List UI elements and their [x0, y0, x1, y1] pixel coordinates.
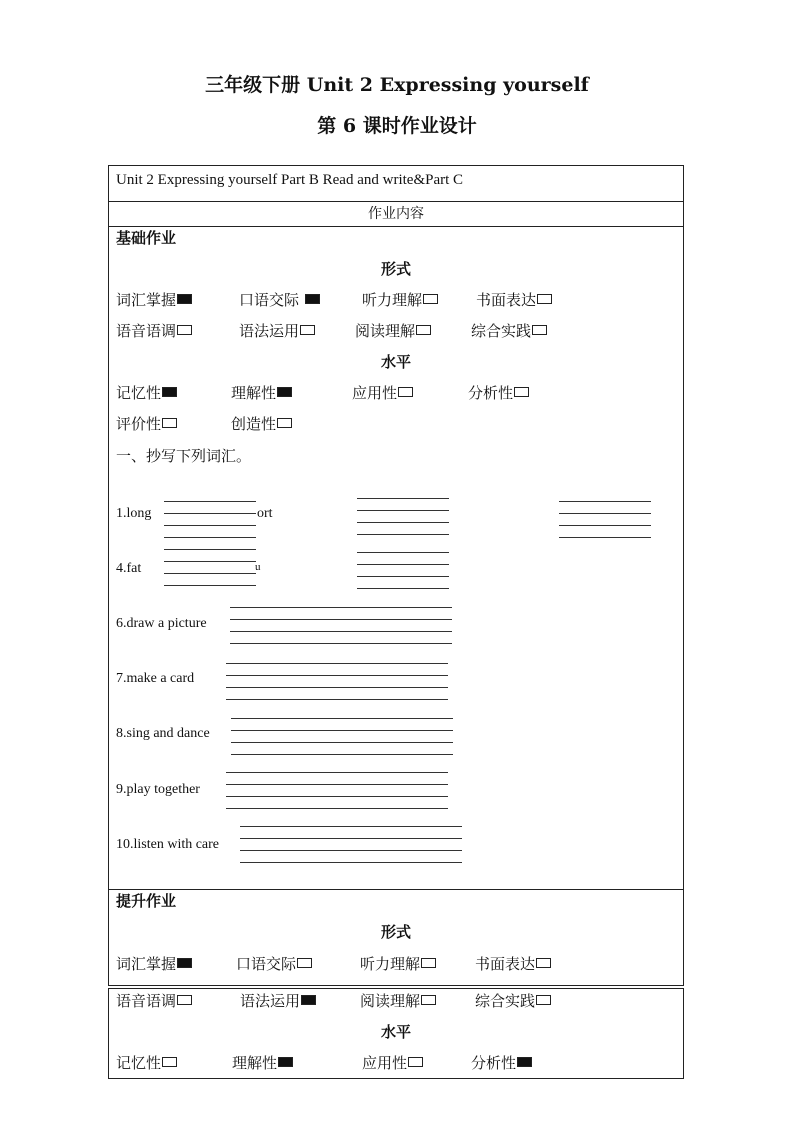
content-header: 作业内容 [368, 206, 424, 222]
basic-level-item[interactable]: 评价性 [116, 415, 177, 433]
word-item: 6.draw a picture [116, 616, 207, 631]
writing-line[interactable] [357, 588, 449, 589]
basic-level-title: 水平 [380, 353, 411, 371]
worksheet-table-continued [108, 988, 684, 1079]
checkbox[interactable] [177, 995, 192, 1005]
basic-form-item[interactable]: 语音语调 [116, 322, 192, 340]
writing-line[interactable] [230, 607, 452, 608]
basic-section-title: 基础作业 [116, 229, 177, 247]
checkbox[interactable] [305, 294, 320, 304]
advanced-form-item[interactable]: 口语交际 [236, 955, 312, 973]
checkbox[interactable] [177, 294, 192, 304]
writing-line[interactable] [240, 826, 462, 827]
checkbox[interactable] [301, 995, 316, 1005]
worksheet-table [108, 165, 684, 986]
advanced-form-item[interactable]: 语音语调 [116, 992, 192, 1010]
writing-line[interactable] [226, 699, 448, 700]
writing-line[interactable] [230, 619, 452, 620]
checkbox[interactable] [162, 1057, 177, 1067]
writing-line[interactable] [357, 510, 449, 511]
checkbox[interactable] [536, 958, 551, 968]
unit-row: Unit 2 Expressing yourself Part B Read and write&Part C [116, 172, 464, 188]
writing-line[interactable] [164, 573, 256, 574]
writing-line[interactable] [357, 534, 449, 535]
writing-line[interactable] [164, 537, 256, 538]
advanced-form-item[interactable]: 综合实践 [475, 992, 551, 1010]
writing-line[interactable] [240, 838, 462, 839]
basic-form-item[interactable]: 阅读理解 [355, 322, 431, 340]
writing-line[interactable] [240, 862, 462, 863]
basic-level-item[interactable]: 分析性 [468, 384, 529, 402]
checkbox[interactable] [421, 958, 436, 968]
writing-line[interactable] [226, 675, 448, 676]
checkbox[interactable] [177, 958, 192, 968]
checkbox[interactable] [536, 995, 551, 1005]
word-item: 1.long [116, 506, 152, 521]
advanced-form-item[interactable]: 阅读理解 [360, 992, 436, 1010]
exercise-title: 一、抄写下列词汇。 [116, 447, 252, 465]
document-subtitle: 第 6 课时作业设计 [317, 115, 477, 137]
writing-line[interactable] [559, 513, 651, 514]
writing-line[interactable] [164, 561, 256, 562]
writing-line[interactable] [357, 552, 449, 553]
checkbox[interactable] [162, 387, 177, 397]
basic-form-item[interactable]: 词汇掌握 [116, 291, 192, 309]
advanced-form-item[interactable]: 词汇掌握 [116, 955, 192, 973]
checkbox[interactable] [277, 387, 292, 397]
writing-line[interactable] [164, 585, 256, 586]
writing-line[interactable] [231, 742, 453, 743]
checkbox[interactable] [514, 387, 529, 397]
advanced-level-item[interactable]: 应用性 [362, 1054, 423, 1072]
word-item: 9.play together [116, 782, 200, 797]
writing-line[interactable] [357, 498, 449, 499]
checkbox[interactable] [517, 1057, 532, 1067]
writing-line[interactable] [231, 718, 453, 719]
writing-line[interactable] [164, 549, 256, 550]
writing-line[interactable] [226, 687, 448, 688]
checkbox[interactable] [278, 1057, 293, 1067]
writing-line[interactable] [164, 525, 256, 526]
checkbox[interactable] [277, 418, 292, 428]
writing-line[interactable] [226, 784, 448, 785]
writing-line[interactable] [164, 501, 256, 502]
checkbox[interactable] [408, 1057, 423, 1067]
checkbox[interactable] [421, 995, 436, 1005]
basic-level-item[interactable]: 理解性 [231, 384, 292, 402]
checkbox[interactable] [398, 387, 413, 397]
checkbox[interactable] [300, 325, 315, 335]
word-item: 7.make a card [116, 671, 195, 686]
advanced-form-item[interactable]: 书面表达 [475, 955, 551, 973]
writing-line[interactable] [231, 730, 453, 731]
writing-line[interactable] [230, 631, 452, 632]
basic-form-item[interactable]: 综合实践 [471, 322, 547, 340]
writing-line[interactable] [357, 576, 449, 577]
checkbox[interactable] [423, 294, 438, 304]
checkbox[interactable] [532, 325, 547, 335]
checkbox[interactable] [297, 958, 312, 968]
document-title: 三年级下册 Unit 2 Expressing yourself [205, 74, 589, 96]
word-item: 8.sing and dance [116, 726, 210, 741]
word-item: 10.listen with care [116, 837, 220, 852]
basic-form-title: 形式 [380, 260, 411, 278]
writing-line[interactable] [559, 537, 651, 538]
word-item: u [255, 561, 261, 573]
writing-line[interactable] [226, 772, 448, 773]
writing-line[interactable] [559, 525, 651, 526]
writing-line[interactable] [240, 850, 462, 851]
checkbox[interactable] [177, 325, 192, 335]
basic-form-item[interactable]: 语法运用 [239, 322, 315, 340]
writing-line[interactable] [164, 513, 256, 514]
basic-form-item[interactable]: 书面表达 [476, 291, 552, 309]
advanced-level-title: 水平 [380, 1023, 411, 1041]
advanced-level-item[interactable]: 理解性 [232, 1054, 293, 1072]
advanced-form-item[interactable]: 听力理解 [360, 955, 436, 973]
advanced-section-title: 提升作业 [116, 892, 177, 910]
basic-form-item[interactable]: 听力理解 [362, 291, 438, 309]
advanced-level-item[interactable]: 分析性 [471, 1054, 532, 1072]
writing-line[interactable] [559, 501, 651, 502]
basic-form-item[interactable]: 口语交际 [239, 291, 320, 309]
writing-line[interactable] [226, 808, 448, 809]
basic-level-item[interactable]: 创造性 [231, 415, 292, 433]
basic-level-item[interactable]: 记忆性 [116, 384, 177, 402]
word-item: 4.fat [116, 561, 142, 576]
checkbox[interactable] [537, 294, 552, 304]
advanced-form-item[interactable]: 语法运用 [240, 992, 316, 1010]
writing-line[interactable] [226, 796, 448, 797]
advanced-level-item[interactable]: 记忆性 [116, 1054, 177, 1072]
writing-line[interactable] [357, 564, 449, 565]
writing-line[interactable] [226, 663, 448, 664]
writing-line[interactable] [231, 754, 453, 755]
writing-line[interactable] [230, 643, 452, 644]
word-item: ort [257, 506, 273, 521]
advanced-form-title: 形式 [380, 923, 411, 941]
checkbox[interactable] [416, 325, 431, 335]
writing-line[interactable] [357, 522, 449, 523]
basic-level-item[interactable]: 应用性 [352, 384, 413, 402]
checkbox[interactable] [162, 418, 177, 428]
